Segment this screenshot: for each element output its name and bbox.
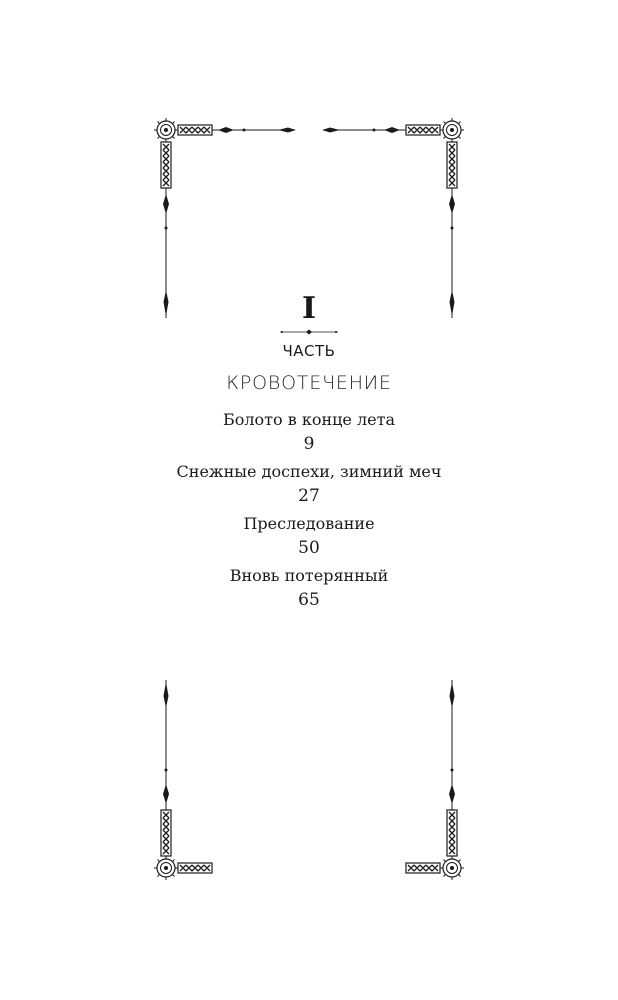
divider-ornament-icon — [280, 328, 338, 336]
toc-entry-title: Болото в конце лета — [222, 410, 395, 429]
part-title: КРОВОТЕЧЕНИЕ — [226, 372, 392, 394]
part-title-block — [0, 292, 618, 616]
part-label: ЧАСТЬ — [282, 342, 336, 360]
corner-ornament-bottom-left — [150, 680, 300, 880]
corner-ornament-top-left — [150, 118, 300, 318]
toc-entry[interactable] — [0, 408, 618, 456]
corner-ornament-icon — [318, 118, 468, 318]
toc-entry-page: 27 — [298, 486, 320, 506]
toc-entry-page: 50 — [298, 538, 320, 558]
corner-ornament-icon — [318, 680, 468, 880]
toc-entry[interactable] — [0, 460, 618, 508]
toc-entry-page: 65 — [298, 590, 320, 610]
toc-entry[interactable] — [0, 564, 618, 612]
toc-entry-title: Преследование — [243, 514, 375, 533]
corner-ornament-icon — [150, 118, 300, 318]
toc-entry[interactable] — [0, 512, 618, 560]
corner-ornament-bottom-right — [318, 680, 468, 880]
toc-entry-title: Снежные доспехи, зимний меч — [176, 462, 442, 481]
table-of-contents — [0, 408, 618, 612]
part-number: I — [301, 291, 317, 326]
corner-ornament-icon — [150, 680, 300, 880]
corner-ornament-top-right — [318, 118, 468, 318]
toc-entry-page: 9 — [303, 434, 315, 454]
toc-entry-title: Вновь потерянный — [229, 566, 389, 585]
